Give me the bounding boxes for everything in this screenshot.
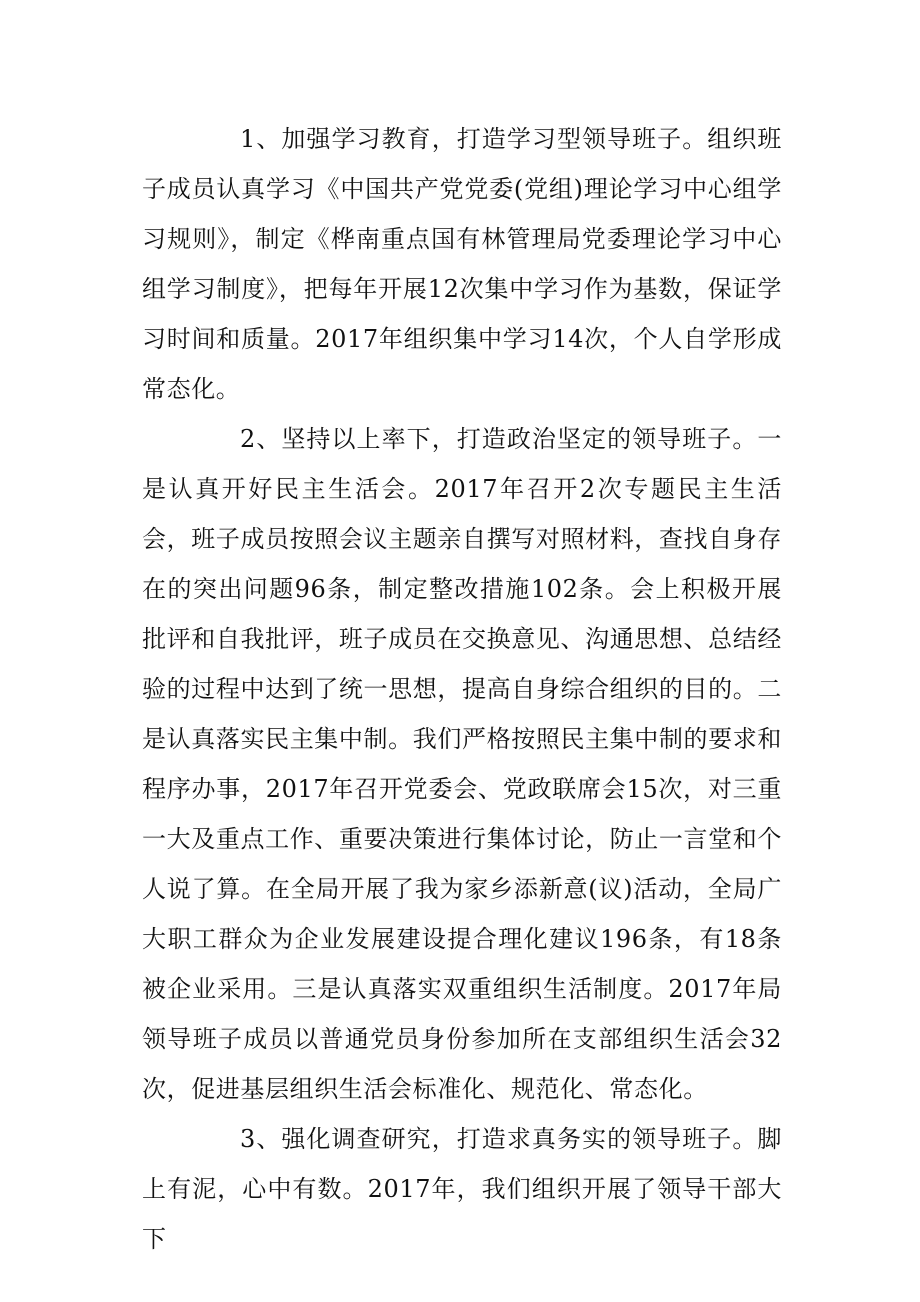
paragraph-research: 3、强化调查研究，打造求真务实的领导班子。脚上有泥，心中有数。2017年，我们组织开展了领导干部大下 (142, 1125, 782, 1253)
paragraph-lead-by-example: 2、坚持以上率下，打造政治坚定的领导班子。一是认真开好民主生活会。2017年召开2次专题民主生活会，班子成员按照会议主题亲自撰写对照材料，查找自身存在的突出问题96条，制定整改措施102条。会上积极开展批评和自我批评，班子成员在交换意见、沟通思想、总结经验的过程中达到了统一思想，提高自身综合组织的目的。二是认真落实民主集中制。我们严格按照民主集中制的要求和程序办事，2017年召开党委会、党政联席会15次，对三重一大及重点工作、重要决策进行集体讨论，防止一言堂和个人说了算。在全局开展了我为家乡添新意(议)活动，全局广大职工群众为企业发展建设提合理化建议196条，有18条被企业采用。三是认真落实双重组织生活制度。2017年局领导班子成员以普通党员身份参加所在支部组织生活会32次，促进基层组织生活会标准化、规范化、常态化。 (142, 425, 782, 1103)
document-body (142, 114, 782, 1264)
paragraph-study-education: 1、加强学习教育，打造学习型领导班子。组织班子成员认真学习《中国共产党党委(党组)理论学习中心组学习规则》，制定《桦南重点国有林管理局党委理论学习中心组学习制度》，把每年开展12次集中学习作为基数，保证学习时间和质量。2017年组织集中学习14次，个人自学形成常态化。 (142, 125, 782, 403)
